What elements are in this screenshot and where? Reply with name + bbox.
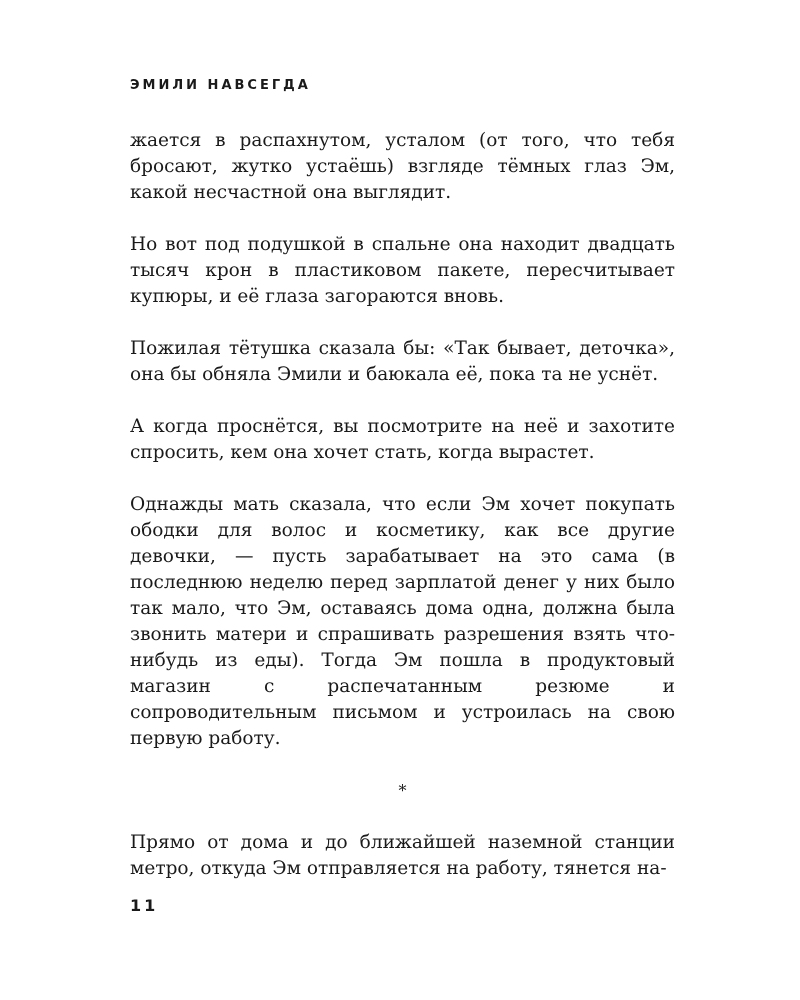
page-number: 11 — [130, 896, 159, 915]
paragraph-6: Прямо от дома и до ближайшей наземной станции метро, откуда Эм отправляется на работу, тянется на- — [130, 832, 675, 879]
section-separator: * — [398, 781, 407, 800]
paragraph-3: Пожилая тётушка сказала бы: «Так бывает, деточка», она бы обняла Эмили и баюкала её, пока та не уснёт. — [130, 338, 675, 385]
paragraph-1: жается в распахнутом, усталом (от того, что тебя бросают, жутко устаёшь) взгляде тёмных глаз Эм, какой несчастной она выглядит. — [130, 130, 675, 203]
paragraph-2: Но вот под подушкой в спальне она находит двадцать тысяч крон в пластиковом пакете, пересчитывает купюры, и её глаза загораются вновь. — [130, 234, 675, 307]
body-text — [130, 128, 675, 882]
paragraph-4: А когда проснётся, вы посмотрите на неё и захотите спросить, кем она хочет стать, когда вырастет. — [130, 416, 675, 463]
running-head: ЭМИЛИ НАВСЕГДА — [130, 78, 311, 93]
paragraph-5: Однажды мать сказала, что если Эм хочет покупать ободки для волос и косметику, как все другие девочки, — пусть зарабатывает на это сама (в последнюю неделю перед зарплатой денег у них было так мало, что Эм, оставаясь дома одна, должна была звонить матери и спрашивать разрешения взять что-нибудь из еды). Тогда Эм пошла в продуктовый магазин с распечатанным резюме и сопроводительным письмом и устроилась на свою первую работу. — [130, 494, 675, 749]
